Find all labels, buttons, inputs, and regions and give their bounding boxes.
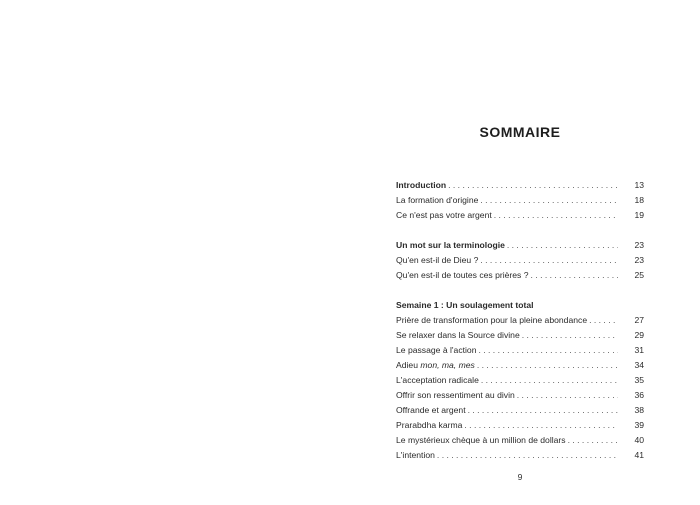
toc-entry-page: 29 — [634, 330, 644, 340]
toc-entry[interactable] — [396, 418, 644, 433]
toc-entry-page: 23 — [634, 255, 644, 265]
toc-leader — [531, 268, 618, 283]
toc-entry[interactable] — [396, 403, 644, 418]
toc-entry-page: 18 — [634, 195, 644, 205]
toc-entry[interactable] — [396, 268, 644, 283]
section-spacer — [396, 283, 644, 298]
toc-entry-label: La formation d'origine — [396, 195, 479, 205]
toc-entry-label: Un mot sur la terminologie — [396, 240, 505, 250]
toc-entry[interactable] — [396, 373, 644, 388]
section-spacer — [396, 223, 644, 238]
toc-entry-label: Se relaxer dans la Source divine — [396, 330, 520, 340]
toc-entry-page: 27 — [634, 315, 644, 325]
toc-entry-label: Qu'en est-il de toutes ces prières ? — [396, 270, 529, 280]
toc-entry-page: 13 — [634, 180, 644, 190]
toc-leader — [568, 433, 618, 448]
toc-entry[interactable] — [396, 313, 644, 328]
toc-entry-page: 41 — [634, 450, 644, 460]
toc-entry[interactable] — [396, 178, 644, 193]
table-of-contents — [396, 178, 644, 463]
toc-leader — [478, 343, 618, 358]
toc-section-terminologie — [396, 238, 644, 283]
toc-leader — [494, 208, 618, 223]
toc-entry-label: Introduction — [396, 180, 447, 190]
toc-entry-page: 36 — [634, 390, 644, 400]
toc-leader — [480, 253, 618, 268]
toc-leader — [481, 373, 618, 388]
toc-entry-page: 40 — [634, 435, 644, 445]
toc-entry[interactable] — [396, 388, 644, 403]
toc-entry[interactable] — [396, 238, 644, 253]
toc-leader — [480, 193, 618, 208]
toc-entry-page: 39 — [634, 420, 644, 430]
toc-entry[interactable] — [396, 358, 644, 373]
toc-entry-page: 38 — [634, 405, 644, 415]
toc-entry-label: Prarabdha karma — [396, 420, 463, 430]
toc-entry[interactable] — [396, 193, 644, 208]
toc-leader — [522, 328, 618, 343]
page-number: 9 — [517, 472, 523, 482]
toc-entry-label: Qu'en est-il de Dieu ? — [396, 255, 479, 265]
toc-entry-label: L'intention — [396, 450, 435, 460]
toc-entry-page: 34 — [634, 360, 644, 370]
toc-entry-page: 31 — [634, 345, 644, 355]
toc-leader — [589, 313, 618, 328]
toc-entry-label: Le passage à l'action — [396, 345, 477, 355]
toc-entry[interactable] — [396, 208, 644, 223]
toc-entry-page: 25 — [634, 270, 644, 280]
toc-entry-label: Le mystérieux chèque à un million de dollars — [396, 435, 566, 445]
toc-leader — [507, 238, 618, 253]
toc-entry-label: Ce n'est pas votre argent — [396, 210, 492, 220]
toc-entry[interactable] — [396, 433, 644, 448]
toc-entry[interactable] — [396, 253, 644, 268]
toc-entry[interactable] — [396, 448, 644, 463]
toc-entry-label: Offrir son ressentiment au divin — [396, 390, 515, 400]
toc-entry-label: L'acceptation radicale — [396, 375, 479, 385]
toc-entry-label: Offrande et argent — [396, 405, 466, 415]
toc-leader — [464, 418, 618, 433]
toc-section-semaine-1 — [396, 298, 644, 463]
toc-entry-page: 35 — [634, 375, 644, 385]
toc-entry[interactable] — [396, 343, 644, 358]
toc-entry-page: 23 — [634, 240, 644, 250]
toc-entry-label: Prière de transformation pour la pleine abondance — [396, 315, 588, 325]
toc-leader — [468, 403, 618, 418]
toc-leader — [517, 388, 618, 403]
page-title: SOMMAIRE — [479, 124, 561, 140]
toc-leader — [437, 448, 618, 463]
toc-entry-italic: mon, ma, mes — [420, 360, 475, 370]
toc-leader — [448, 178, 618, 193]
toc-section-heading: Semaine 1 : Un soulagement total — [396, 300, 534, 310]
toc-entry-label: Adieu mon, ma, mes — [396, 360, 475, 370]
toc-leader — [477, 358, 618, 373]
toc-section-introduction — [396, 178, 644, 223]
toc-entry[interactable] — [396, 328, 644, 343]
toc-entry-page: 19 — [634, 210, 644, 220]
